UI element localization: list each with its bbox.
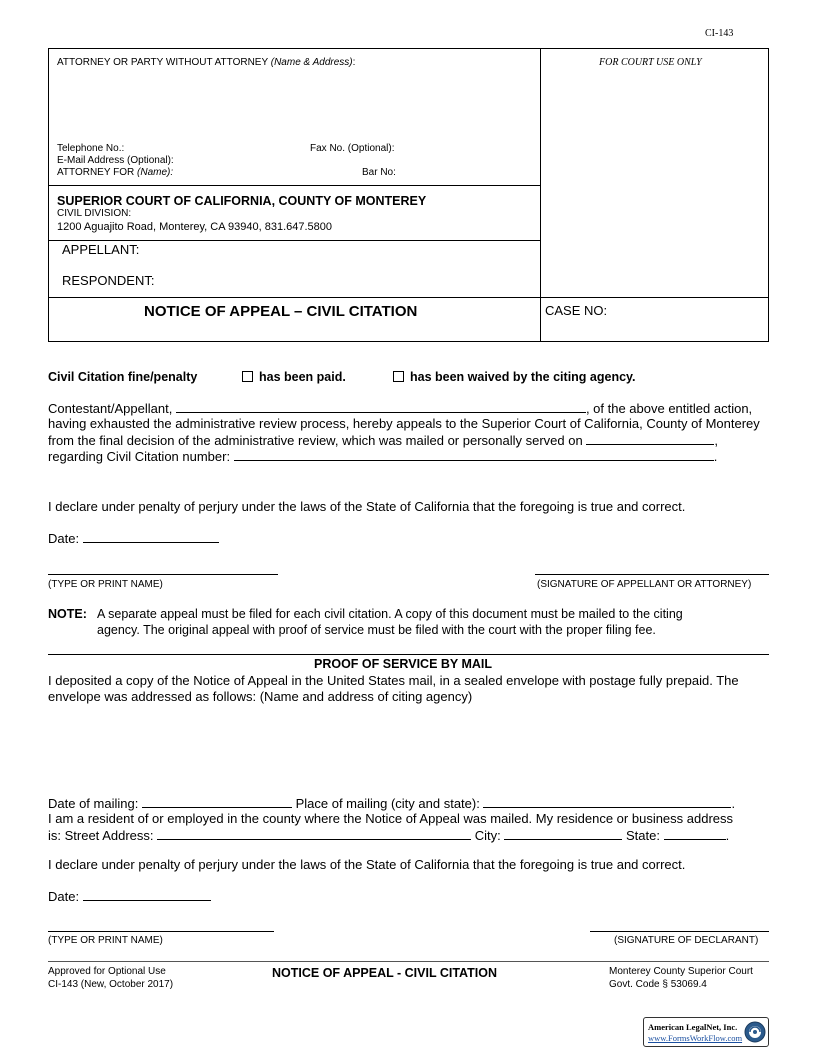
approved-label: Approved for Optional Use <box>48 966 166 977</box>
citation-line: regarding Civil Citation number: . <box>48 449 718 464</box>
proof-line-1: I deposited a copy of the Notice of Appeal in the United States mail, in a sealed envelope with postage fully prepaid. The <box>48 673 739 688</box>
street-field[interactable] <box>157 827 471 840</box>
fax-label: Fax No. (Optional): <box>310 143 395 154</box>
divider <box>48 654 769 655</box>
legalnet-logo[interactable] <box>643 1017 769 1047</box>
body-line-2: having exhausted the administrative review process, hereby appeals to the Superior Court of California, County of Monterey <box>48 416 760 431</box>
mailing-place-field[interactable] <box>483 795 731 808</box>
proof-title: PROOF OF SERVICE BY MAIL <box>314 657 493 671</box>
fine-label: Civil Citation fine/penalty <box>48 370 198 384</box>
waived-checkbox[interactable] <box>393 371 404 382</box>
appellant-name-field[interactable] <box>176 400 586 413</box>
appellant-line: Contestant/Appellant, , of the above entitled action, <box>48 401 753 416</box>
signature-field-2[interactable] <box>590 931 769 932</box>
state-field[interactable] <box>664 827 726 840</box>
signature-label-1: (SIGNATURE OF APPELLANT OR ATTORNEY) <box>537 579 752 590</box>
body-line-3: from the final decision of the administrative review, which was mailed or personally served on , <box>48 433 718 448</box>
attorney-for-label: ATTORNEY FOR (Name): <box>57 167 174 178</box>
email-label: E-Mail Address (Optional): <box>57 155 174 166</box>
logo-url[interactable]: www.FormsWorkFlow.com <box>648 1033 743 1043</box>
logo-company: American LegalNet, Inc. <box>648 1022 738 1032</box>
served-date-field[interactable] <box>586 432 714 445</box>
city-field[interactable] <box>504 827 622 840</box>
type-name-label-2: (TYPE OR PRINT NAME) <box>48 935 163 946</box>
note-line-2: agency. The original appeal with proof of service must be filed with the court with the proper filing fee. <box>97 623 656 637</box>
mailing-date-field[interactable] <box>142 795 292 808</box>
note-line-1: A separate appeal must be filed for each civil citation. A copy of this document must be mailed to the citing <box>97 607 683 621</box>
resident-line: I am a resident of or employed in the county where the Notice of Appeal was mailed. My residence or business address <box>48 811 734 826</box>
declaration-2: I declare under penalty of perjury under the laws of the State of California that the foregoing is true and correct. <box>48 857 686 872</box>
court-use-label: FOR COURT USE ONLY <box>599 57 702 68</box>
attorney-label: ATTORNEY OR PARTY WITHOUT ATTORNEY (Name & Address): <box>57 57 356 68</box>
globe-icon <box>744 1021 766 1043</box>
mailing-line: Date of mailing: Place of mailing (city and state): . <box>48 796 736 811</box>
date-field-2[interactable] <box>83 888 211 901</box>
address-line: is: Street Address: City: State: . <box>48 828 730 843</box>
form-revision: CI-143 (New, October 2017) <box>48 979 174 990</box>
name-field-2[interactable] <box>48 931 274 932</box>
division-label: CIVIL DIVISION: <box>57 208 132 219</box>
paid-option[interactable]: has been paid. <box>242 370 346 384</box>
footer-title: NOTICE OF APPEAL - CIVIL CITATION <box>272 966 498 980</box>
signature-field-1[interactable] <box>535 574 769 575</box>
citation-number-field[interactable] <box>234 448 714 461</box>
form-id: CI-143 <box>705 28 734 39</box>
court-name: SUPERIOR COURT OF CALIFORNIA, COUNTY OF MONTEREY <box>57 194 427 208</box>
telephone-label: Telephone No.: <box>57 143 125 154</box>
bar-no-label: Bar No: <box>362 167 396 178</box>
name-field-1[interactable] <box>48 574 278 575</box>
note-label: NOTE: <box>48 607 87 621</box>
date-line-2: Date: <box>48 888 211 904</box>
declaration-1: I declare under penalty of perjury under the laws of the State of California that the foregoing is true and correct. <box>48 499 686 514</box>
respondent-label: RESPONDENT: <box>62 273 155 288</box>
footer-rule <box>48 961 769 962</box>
case-no-label: CASE NO: <box>545 303 608 318</box>
date-line-1: Date: <box>48 530 219 546</box>
waived-option[interactable]: has been waived by the citing agency. <box>393 370 636 384</box>
type-name-label-1: (TYPE OR PRINT NAME) <box>48 579 163 590</box>
form-title: NOTICE OF APPEAL – CIVIL CITATION <box>144 303 418 320</box>
date-field-1[interactable] <box>83 530 219 543</box>
appellant-label: APPELLANT: <box>62 242 140 257</box>
paid-checkbox[interactable] <box>242 371 253 382</box>
proof-line-2: envelope was addressed as follows: (Name and address of citing agency) <box>48 689 473 704</box>
court-address: 1200 Aguajito Road, Monterey, CA 93940, 831.647.5800 <box>57 221 333 233</box>
footer-code: Govt. Code § 53069.4 <box>609 979 707 990</box>
signature-label-2: (SIGNATURE OF DECLARANT) <box>614 935 759 946</box>
footer-court: Monterey County Superior Court <box>609 966 753 977</box>
